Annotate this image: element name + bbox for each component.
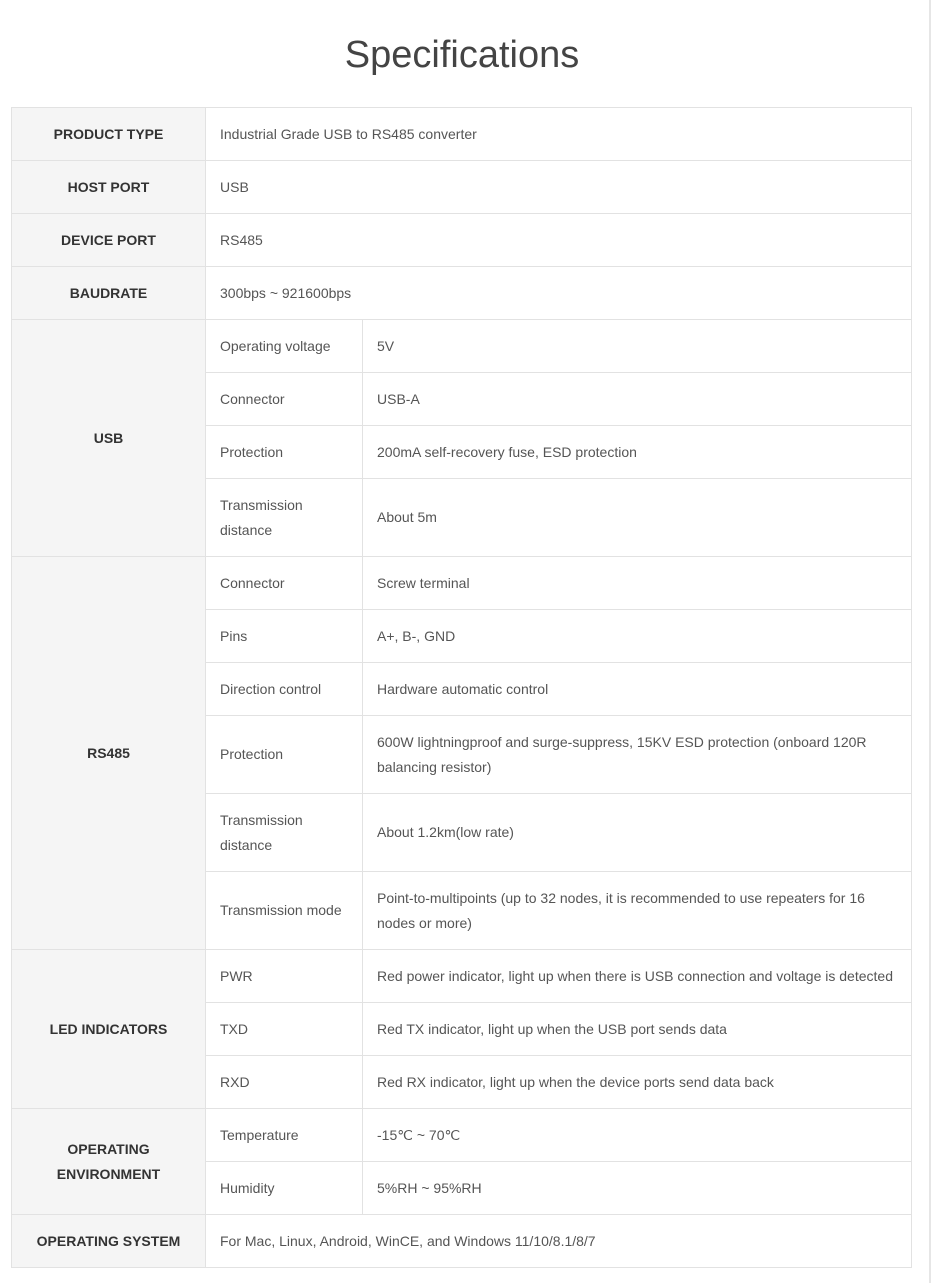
spec-value: About 1.2km(low rate) (363, 794, 912, 872)
spec-value: Red RX indicator, light up when the device ports send data back (363, 1056, 912, 1109)
spec-key: Operating voltage (206, 320, 363, 373)
spec-value: About 5m (363, 479, 912, 557)
table-row (12, 1109, 912, 1162)
spec-key: Protection (206, 716, 363, 794)
spec-key: Transmission distance (206, 479, 363, 557)
spec-key: Temperature (206, 1109, 363, 1162)
row-value-host-port: USB (206, 161, 912, 214)
spec-value: Screw terminal (363, 557, 912, 610)
table-row (12, 557, 912, 610)
spec-key: PWR (206, 950, 363, 1003)
row-label-product-type: PRODUCT TYPE (12, 108, 206, 161)
spec-key: Humidity (206, 1162, 363, 1215)
table-row (12, 1215, 912, 1268)
table-row (12, 950, 912, 1003)
spec-key: Direction control (206, 663, 363, 716)
spec-value: -15℃ ~ 70℃ (363, 1109, 912, 1162)
spec-value: Red TX indicator, light up when the USB port sends data (363, 1003, 912, 1056)
spec-value: 5V (363, 320, 912, 373)
spec-key: RXD (206, 1056, 363, 1109)
table-row (12, 108, 912, 161)
specifications-table (11, 107, 912, 1268)
row-value-product-type: Industrial Grade USB to RS485 converter (206, 108, 912, 161)
row-label-baudrate: BAUDRATE (12, 267, 206, 320)
group-label-usb: USB (12, 320, 206, 557)
spec-value: USB-A (363, 373, 912, 426)
row-value-operating-system: For Mac, Linux, Android, WinCE, and Windows 11/10/8.1/8/7 (206, 1215, 912, 1268)
row-label-device-port: DEVICE PORT (12, 214, 206, 267)
spec-key: Pins (206, 610, 363, 663)
spec-value: Point-to-multipoints (up to 32 nodes, it is recommended to use repeaters for 16 nodes or more) (363, 872, 912, 950)
spec-value: Hardware automatic control (363, 663, 912, 716)
row-value-baudrate: 300bps ~ 921600bps (206, 267, 912, 320)
table-row (12, 214, 912, 267)
spec-key: TXD (206, 1003, 363, 1056)
row-label-host-port: HOST PORT (12, 161, 206, 214)
spec-value: 5%RH ~ 95%RH (363, 1162, 912, 1215)
spec-key: Connector (206, 373, 363, 426)
spec-key: Connector (206, 557, 363, 610)
spec-key: Transmission mode (206, 872, 363, 950)
row-label-operating-system: OPERATING SYSTEM (12, 1215, 206, 1268)
spec-value: 200mA self-recovery fuse, ESD protection (363, 426, 912, 479)
group-label-operating-environment: OPERATING ENVIRONMENT (12, 1109, 206, 1215)
spec-key: Protection (206, 426, 363, 479)
spec-value: Red power indicator, light up when there is USB connection and voltage is detected (363, 950, 912, 1003)
row-value-device-port: RS485 (206, 214, 912, 267)
table-row (12, 161, 912, 214)
spec-key: Transmission distance (206, 794, 363, 872)
table-row (12, 320, 912, 373)
spec-value: A+, B-, GND (363, 610, 912, 663)
group-label-led-indicators: LED INDICATORS (12, 950, 206, 1109)
table-row (12, 267, 912, 320)
page-title: Specifications (344, 34, 580, 76)
spec-value: 600W lightningproof and surge-suppress, 15KV ESD protection (onboard 120R balancing resistor) (363, 716, 912, 794)
group-label-rs485: RS485 (12, 557, 206, 950)
